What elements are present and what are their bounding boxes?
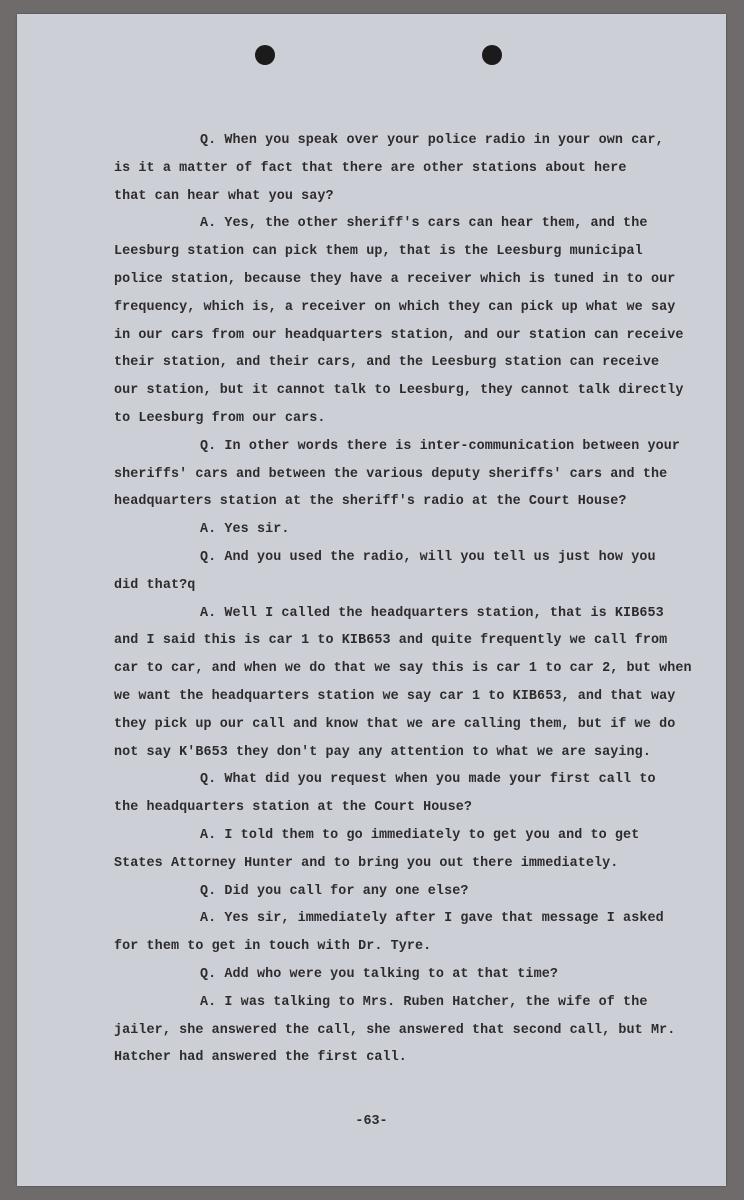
text-line: headquarters station at the sheriff's radio at the Court House? — [114, 494, 627, 510]
text-line: to Leesburg from our cars. — [114, 410, 326, 426]
text-line: jailer, she answered the call, she answered that second call, but Mr. — [114, 1022, 676, 1038]
text-line: car to car, and when we do that we say this is car 1 to car 2, but when — [114, 661, 692, 677]
text-line: and I said this is car 1 to KIB653 and quite frequently we call from — [114, 633, 668, 649]
text-line: Q. In other words there is inter-communication between your — [200, 438, 681, 454]
text-line: frequency, which is, a receiver on which they can pick up what we say — [114, 299, 676, 315]
text-line: Q. What did you request when you made your first call to — [200, 772, 656, 788]
text-line: A. Yes, the other sheriff's cars can hear them, and the — [200, 216, 648, 232]
page-number: -63- — [355, 1114, 388, 1129]
text-line: not say K'B653 they don't pay any attention to what we are saying. — [114, 744, 651, 760]
text-line: the headquarters station at the Court House? — [114, 800, 472, 816]
text-line: A. Well I called the headquarters station, that is KIB653 — [200, 605, 664, 621]
text-line: Q. And you used the radio, will you tell us just how you — [200, 549, 656, 565]
text-line: that can hear what you say? — [114, 188, 334, 204]
text-line: A. I told them to go immediately to get you and to get — [200, 827, 640, 843]
text-line: did that?q — [114, 577, 196, 593]
text-line: their station, and their cars, and the Leesburg station can receive — [114, 355, 660, 371]
text-line: States Attorney Hunter and to bring you out there immediately. — [114, 855, 619, 871]
text-line: A. Yes sir. — [200, 522, 290, 538]
text-line: Hatcher had answered the first call. — [114, 1050, 407, 1066]
text-line: Leesburg station can pick them up, that is the Leesburg municipal — [114, 244, 643, 260]
document-page — [17, 14, 726, 1186]
punch-hole-right — [482, 45, 502, 65]
text-line: our station, but it cannot talk to Leesburg, they cannot talk directly — [114, 383, 684, 399]
text-line: is it a matter of fact that there are other stations about here — [114, 160, 627, 176]
text-line: police station, because they have a receiver which is tuned in to our — [114, 271, 676, 287]
text-line: Q. When you speak over your police radio in your own car, — [200, 133, 664, 148]
punch-hole-left — [255, 45, 275, 65]
text-line: sheriffs' cars and between the various deputy sheriffs' cars and the — [114, 466, 668, 482]
text-line: for them to get in touch with Dr. Tyre. — [114, 939, 432, 955]
text-line: A. I was talking to Mrs. Ruben Hatcher, the wife of the — [200, 994, 648, 1010]
transcript-body — [114, 127, 714, 1072]
text-line: Q. Add who were you talking to at that time? — [200, 966, 558, 982]
text-line: A. Yes sir, immediately after I gave that message I asked — [200, 911, 664, 927]
text-line: Q. Did you call for any one else? — [200, 883, 469, 899]
text-line: in our cars from our headquarters station, and our station can receive — [114, 327, 684, 343]
text-line: they pick up our call and know that we are calling them, but if we do — [114, 716, 676, 732]
text-line: we want the headquarters station we say car 1 to KIB653, and that way — [114, 688, 676, 704]
